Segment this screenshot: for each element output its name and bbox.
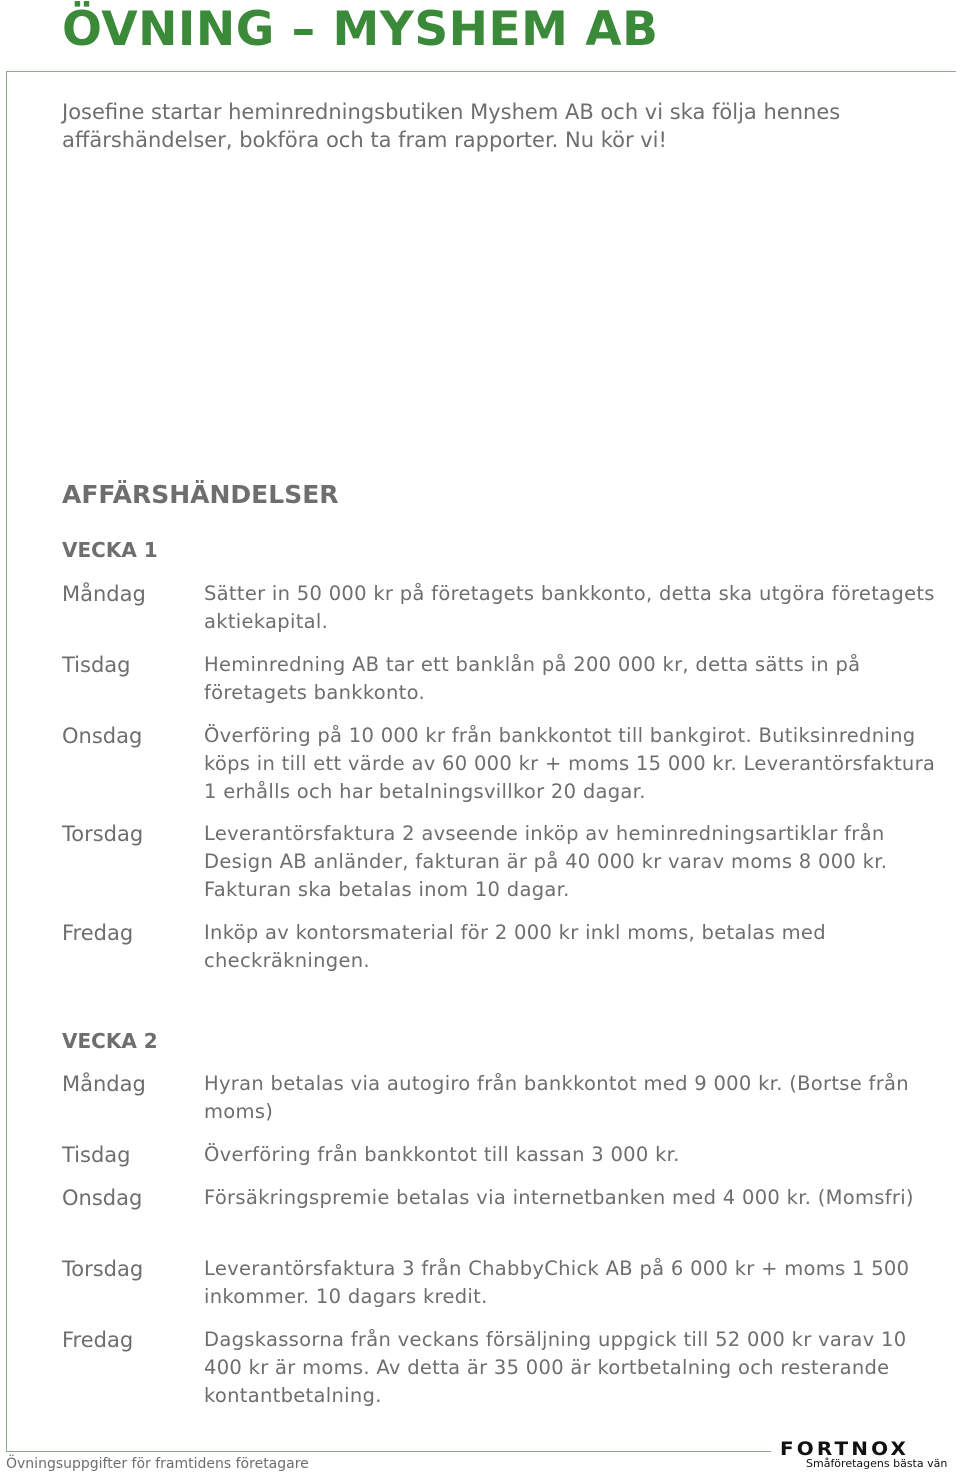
event-day: Tisdag <box>62 653 131 677</box>
event-description: Försäkringspremie betalas via internetbanken med 4 000 kr. (Momsfri) <box>204 1186 914 1209</box>
event-description: Överföring på 10 000 kr från bankkontot till bankgirot. Butiksinredning köps in till ett värde av 60 000 kr + moms 15 000 kr. Leverantörsfaktura 1 erhålls och har betalningsvillkor 20 dagar. <box>204 724 936 803</box>
event-day: Måndag <box>62 1072 146 1096</box>
event-day: Fredag <box>62 921 134 945</box>
frame-bottom-rule <box>6 1451 771 1452</box>
event-day: Onsdag <box>62 1186 143 1210</box>
footer-text: Övningsuppgifter för framtidens företagare <box>6 1456 309 1472</box>
event-description: Överföring från bankkontot till kassan 3 000 kr. <box>204 1143 680 1166</box>
logo-wordmark: FORTNOX <box>780 1438 910 1460</box>
event-day: Tisdag <box>62 1143 131 1167</box>
event-description: Hyran betalas via autogiro från bankkontot med 9 000 kr. (Bortse från moms) <box>204 1072 909 1123</box>
event-description: Inköp av kontorsmaterial för 2 000 kr inkl moms, betalas med checkräkningen. <box>204 921 826 972</box>
event-description: Sätter in 50 000 kr på företagets bankkonto, detta ska utgöra företagets aktiekapital. <box>204 582 935 633</box>
week-heading: VECKA 2 <box>62 1029 158 1053</box>
section-heading: AFFÄRSHÄNDELSER <box>62 480 339 509</box>
event-day: Fredag <box>62 1328 134 1352</box>
logo-tagline: Småföretagens bästa vän <box>806 1457 948 1470</box>
week-heading: VECKA 1 <box>62 538 158 562</box>
event-description: Leverantörsfaktura 3 från ChabbyChick AB på 6 000 kr + moms 1 500 inkommer. 10 dagars kredit. <box>204 1257 910 1308</box>
frame-top-rule <box>6 71 956 72</box>
event-day: Onsdag <box>62 724 143 748</box>
intro-paragraph: Josefine startar heminredningsbutiken Myshem AB och vi ska följa hennes affärshändelser, bokföra och ta fram rapporter. Nu kör vi! <box>62 100 841 152</box>
page-title: ÖVNING – MYSHEM AB <box>62 2 659 57</box>
frame-left-rule <box>6 71 7 1452</box>
event-day: Torsdag <box>62 822 144 846</box>
event-day: Måndag <box>62 582 146 606</box>
event-day: Torsdag <box>62 1257 144 1281</box>
event-description: Dagskassorna från veckans försäljning uppgick till 52 000 kr varav 10 400 kr är moms. Av detta är 35 000 är kortbetalning och resterande kontantbetalning. <box>204 1328 907 1407</box>
event-description: Heminredning AB tar ett banklån på 200 000 kr, detta sätts in på företagets bankkonto. <box>204 653 861 704</box>
event-description: Leverantörsfaktura 2 avseende inköp av heminredningsartiklar från Design AB anländer, fakturan är på 40 000 kr varav moms 8 000 kr. Fakturan ska betalas inom 10 dagar. <box>204 822 888 901</box>
fortnox-logo <box>780 1438 955 1470</box>
